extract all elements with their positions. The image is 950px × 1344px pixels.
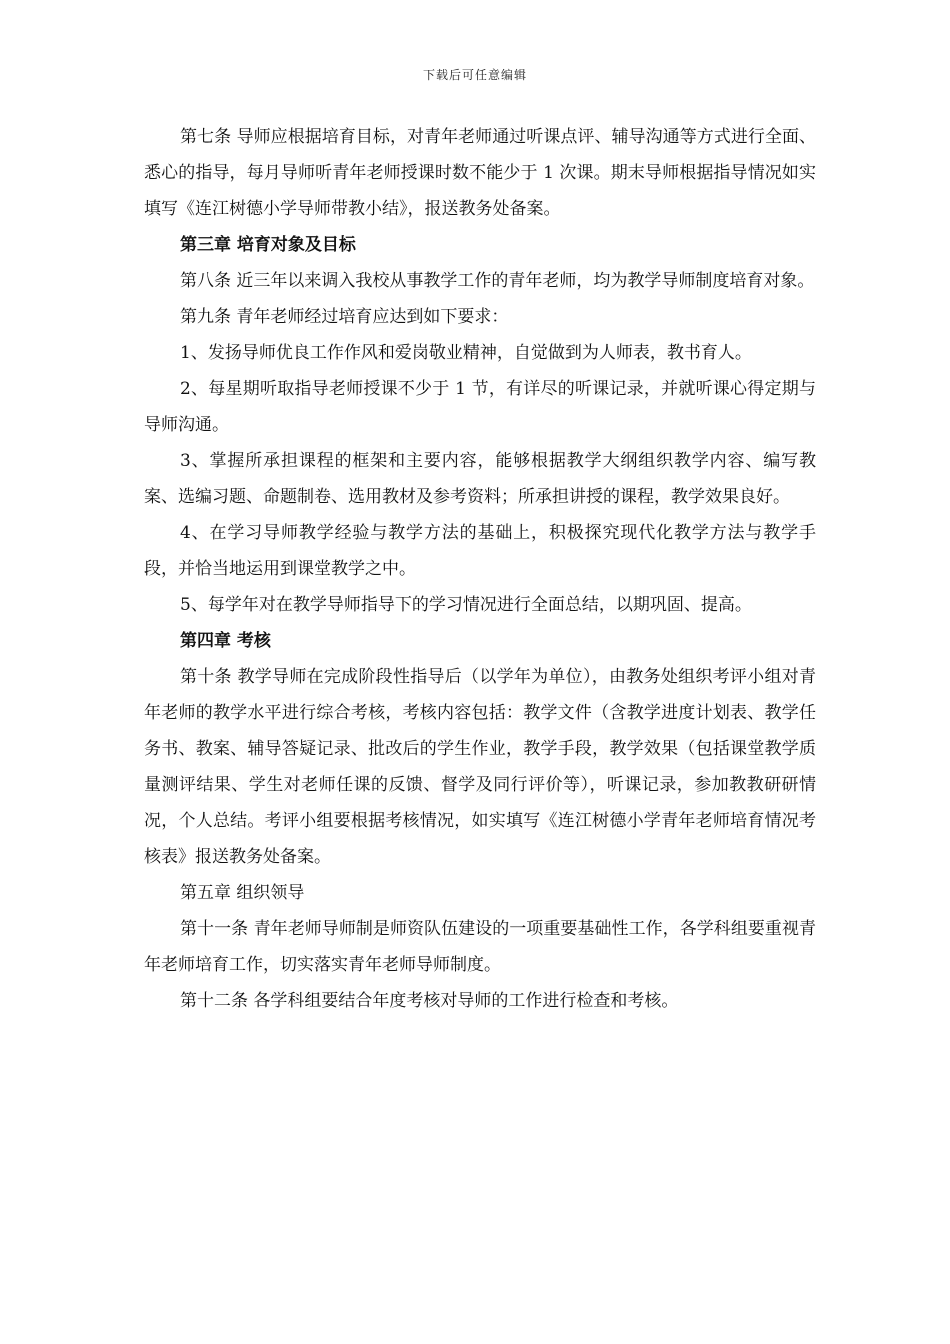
document-body — [144, 119, 816, 1019]
article-10: 第十条 教学导师在完成阶段性指导后（以学年为单位），由教务处组织考评小组对青年老师的教学水平进行综合考核，考核内容包括：教学文件（含教学进度计划表、教学任务书、教案、辅导答疑记录、批改后的学生作业，教学手段，教学效果（包括课堂教学质量测评结果、学生对老师任课的反馈、督学及同行评价等），听课记录，参加教教研研情况，个人总结。考评小组要根据考核情况，如实填写《连江树德小学青年老师培育情况考核表》报送教务处备案。 — [144, 667, 816, 867]
requirement-4: 4、在学习导师教学经验与教学方法的基础上，积极探究现代化教学方法与教学手段，并恰当地运用到课堂教学之中。 — [144, 523, 816, 579]
chapter-5-heading: 第五章 组织领导 — [180, 883, 305, 903]
article-9: 第九条 青年老师经过培育应达到如下要求： — [180, 307, 509, 327]
page-header: 下载后可任意编辑 — [422, 68, 527, 82]
article-7: 第七条 导师应根据培育目标，对青年老师通过听课点评、辅导沟通等方式进行全面、悉心的指导，每月导师听青年老师授课时数不能少于 1 次课。期末导师根据指导情况如实填写《连江树德小学导师带教小结》，报送教务处备案。 — [144, 127, 816, 219]
requirement-5: 5、每学年对在教学导师指导下的学习情况进行全面总结，以期巩固、提高。 — [180, 595, 752, 615]
requirement-2: 2、每星期听取指导老师授课不少于 1 节，有详尽的听课记录，并就听课心得定期与导师沟通。 — [144, 379, 816, 435]
article-8: 第八条 近三年以来调入我校从事教学工作的青年老师，均为教学导师制度培育对象。 — [180, 271, 815, 291]
article-12: 第十二条 各学科组要结合年度考核对导师的工作进行检查和考核。 — [180, 991, 679, 1011]
chapter-3-heading: 第三章 培育对象及目标 — [180, 235, 356, 255]
requirement-3: 3、掌握所承担课程的框架和主要内容，能够根据教学大纲组织教学内容、编写教案、选编习题、命题制卷、选用教材及参考资料；所承担讲授的课程，教学效果良好。 — [144, 451, 816, 507]
requirement-1: 1、发扬导师优良工作作风和爱岗敬业精神，自觉做到为人师表，教书育人。 — [180, 343, 752, 363]
article-11: 第十一条 青年老师导师制是师资队伍建设的一项重要基础性工作，各学科组要重视青年老师培育工作，切实落实青年老师导师制度。 — [144, 919, 816, 975]
chapter-4-heading: 第四章 考核 — [180, 631, 271, 651]
